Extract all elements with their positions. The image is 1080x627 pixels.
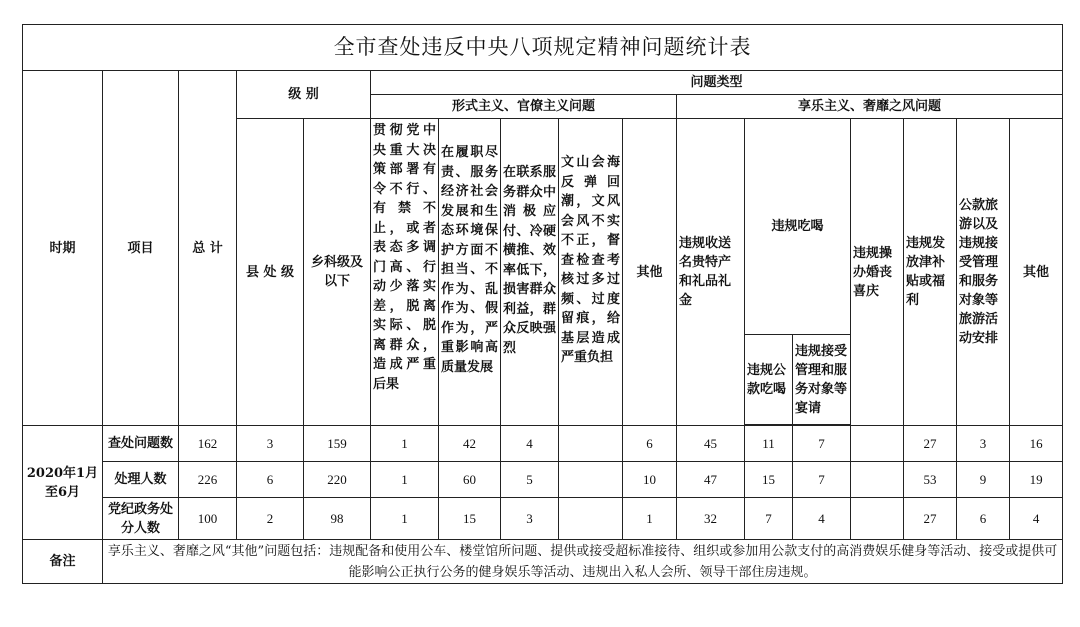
table-row bbox=[23, 498, 1063, 540]
cell-h3 bbox=[851, 426, 904, 462]
cell-h5: 3 bbox=[957, 426, 1010, 462]
cell-h2b: 7 bbox=[793, 426, 851, 462]
period-cell: 2020年1月至6月 bbox=[23, 426, 103, 540]
cell-county: 3 bbox=[237, 426, 304, 462]
cell-h2a: 7 bbox=[745, 498, 793, 540]
cell-f1: 1 bbox=[371, 426, 439, 462]
cell-total: 162 bbox=[179, 426, 237, 462]
header-level: 级 别 bbox=[237, 71, 371, 119]
table-row bbox=[23, 426, 1063, 462]
cell-h3 bbox=[851, 498, 904, 540]
cell-h4: 27 bbox=[904, 498, 957, 540]
remark-label: 备注 bbox=[23, 540, 103, 584]
cell-county: 6 bbox=[237, 462, 304, 498]
header-hedonism-gifts: 违规收送名贵特产和礼品礼金 bbox=[677, 119, 745, 426]
cell-h-other: 16 bbox=[1010, 426, 1063, 462]
cell-h4: 27 bbox=[904, 426, 957, 462]
table-row bbox=[23, 462, 1063, 498]
header-county-level: 县 处 级 bbox=[237, 119, 304, 426]
cell-h2b: 4 bbox=[793, 498, 851, 540]
cell-f3: 4 bbox=[501, 426, 559, 462]
header-period: 时期 bbox=[23, 71, 103, 426]
cell-f4 bbox=[559, 498, 623, 540]
cell-h4: 53 bbox=[904, 462, 957, 498]
cell-f3: 5 bbox=[501, 462, 559, 498]
cell-h5: 6 bbox=[957, 498, 1010, 540]
cell-h5: 9 bbox=[957, 462, 1010, 498]
row-item: 查处问题数 bbox=[103, 426, 179, 462]
header-hedonism-subsidies: 违规发放津补贴或福利 bbox=[904, 119, 957, 426]
cell-f4 bbox=[559, 462, 623, 498]
cell-f1: 1 bbox=[371, 462, 439, 498]
header-hedonism-dining: 违规吃喝 bbox=[745, 119, 851, 335]
header-formalism-duty: 在履职尽责、服务经济社会发展和生态环境保护方面不担当、不作为、乱作为、假作为，严重影响高质量发展 bbox=[439, 119, 501, 426]
cell-h-other: 4 bbox=[1010, 498, 1063, 540]
header-item: 项目 bbox=[103, 71, 179, 426]
cell-f3: 3 bbox=[501, 498, 559, 540]
cell-h1: 32 bbox=[677, 498, 745, 540]
header-hedonism: 享乐主义、奢靡之风问题 bbox=[677, 95, 1063, 119]
header-township-level: 乡科级及以下 bbox=[304, 119, 371, 426]
cell-f1: 1 bbox=[371, 498, 439, 540]
cell-f2: 60 bbox=[439, 462, 501, 498]
header-formalism-meetings: 文山会海反弹回潮，文风会风不实不正，督查检查考核过多过频、过度留痕，给基层造成严重负担 bbox=[559, 119, 623, 426]
cell-f-other: 10 bbox=[623, 462, 677, 498]
header-formalism-other: 其他 bbox=[623, 119, 677, 426]
header-formalism-service: 在联系服务群众中消极应付、冷硬横推、效率低下，损害群众利益，群众反映强烈 bbox=[501, 119, 559, 426]
header-dining-banquet: 违规接受管理和服务对象等宴请 bbox=[793, 335, 851, 425]
cell-f-other: 6 bbox=[623, 426, 677, 462]
page-title: 全市查处违反中央八项规定精神问题统计表 bbox=[23, 25, 1063, 71]
cell-h1: 47 bbox=[677, 462, 745, 498]
header-formalism: 形式主义、官僚主义问题 bbox=[371, 95, 677, 119]
cell-f4 bbox=[559, 426, 623, 462]
cell-township: 98 bbox=[304, 498, 371, 540]
header-problem-type: 问题类型 bbox=[371, 71, 1063, 95]
cell-f-other: 1 bbox=[623, 498, 677, 540]
cell-h2a: 15 bbox=[745, 462, 793, 498]
header-formalism-decisions: 贯彻党中央重大决策部署有令不行、有禁不止，或者表态多调门高、行动少落实差，脱离实际、脱离群众，造成严重后果 bbox=[371, 119, 439, 426]
cell-county: 2 bbox=[237, 498, 304, 540]
cell-total: 100 bbox=[179, 498, 237, 540]
cell-township: 159 bbox=[304, 426, 371, 462]
row-item: 党纪政务处分人数 bbox=[103, 498, 179, 540]
cell-h-other: 19 bbox=[1010, 462, 1063, 498]
header-dining-public: 违规公款吃喝 bbox=[745, 335, 793, 425]
remark-text: 享乐主义、奢靡之风“其他”问题包括：违规配备和使用公车、楼堂馆所问题、提供或接受超标准接待、组织或参加用公款支付的高消费娱乐健身等活动、接受或提供可能影响公正执行公务的健身娱乐等活动、违规出入私人会所、领导干部住房违规。 bbox=[103, 540, 1063, 584]
header-hedonism-weddings: 违规操办婚丧喜庆 bbox=[851, 119, 904, 426]
cell-f2: 15 bbox=[439, 498, 501, 540]
statistics-table bbox=[22, 24, 1063, 584]
header-total: 总 计 bbox=[179, 71, 237, 426]
cell-h1: 45 bbox=[677, 426, 745, 462]
cell-total: 226 bbox=[179, 462, 237, 498]
cell-f2: 42 bbox=[439, 426, 501, 462]
cell-h3 bbox=[851, 462, 904, 498]
statistics-table-frame bbox=[22, 24, 1060, 604]
cell-township: 220 bbox=[304, 462, 371, 498]
cell-h2a: 11 bbox=[745, 426, 793, 462]
header-hedonism-other: 其他 bbox=[1010, 119, 1063, 426]
header-hedonism-travel: 公款旅游以及违规接受管理和服务对象等旅游活动安排 bbox=[957, 119, 1010, 426]
cell-h2b: 7 bbox=[793, 462, 851, 498]
row-item: 处理人数 bbox=[103, 462, 179, 498]
